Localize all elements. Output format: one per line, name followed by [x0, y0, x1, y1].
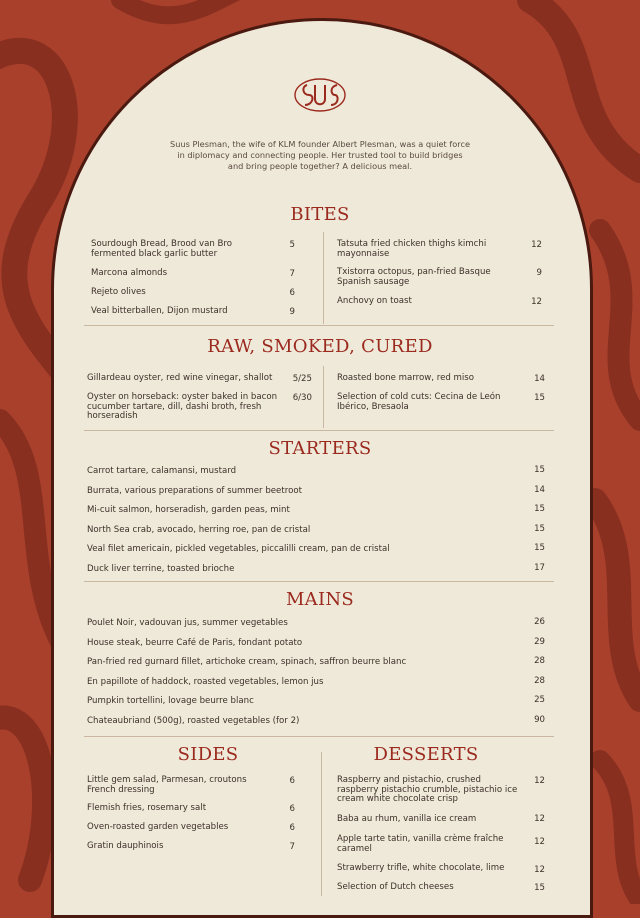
menu-item-price: 28	[534, 656, 545, 666]
menu-item-price: 12	[534, 814, 545, 824]
menu-item-price: 7	[289, 842, 295, 852]
intro-text: Suus Plesman, the wife of KLM founder Albert Plesman, was a quiet force in diplomacy and connecting people. Her trusted tool to build bridges and bring people together? A delicious meal.	[170, 139, 470, 171]
section-title-bites: BITES	[290, 204, 350, 225]
section-title-starters: STARTERS	[268, 438, 372, 459]
menu-item-price: 90	[534, 715, 545, 725]
column-divider	[323, 232, 324, 324]
menu-item: Roasted bone marrow, red miso	[337, 373, 475, 383]
menu-item-price: 12	[531, 240, 542, 250]
menu-item: Sourdough Bread, Brood van Bro fermented black garlic butter	[91, 239, 233, 259]
menu-item-price: 12	[534, 776, 545, 786]
menu-item: House steak, beurre Café de Paris, fondant potato	[87, 638, 303, 648]
menu-item: Carrot tartare, calamansi, mustard	[87, 466, 237, 476]
menu-item: Anchovy on toast	[337, 296, 412, 306]
section-title-sides: SIDES	[177, 744, 239, 765]
menu-item: Selection of Dutch cheeses	[337, 882, 454, 892]
menu-item: Veal bitterballen, Dijon mustard	[91, 306, 228, 316]
menu-item-price: 6/30	[292, 393, 312, 403]
menu-item-price: 12	[531, 297, 542, 307]
menu-item: Poulet Noir, vadouvan jus, summer vegetables	[87, 618, 288, 628]
menu-item: Mi-cuit salmon, horseradish, garden peas, mint	[87, 505, 290, 515]
menu-item-price: 6	[289, 776, 295, 786]
menu-item: Flemish fries, rosemary salt	[87, 803, 207, 813]
menu-item-price: 15	[534, 543, 545, 553]
menu-item: Little gem salad, Parmesan, croutons French dressing	[87, 775, 247, 795]
menu-item: Tatsuta fried chicken thighs kimchi mayonnaise	[337, 239, 487, 259]
menu-item-price: 26	[534, 617, 545, 627]
menu-item: Gratin dauphinois	[87, 841, 164, 851]
sus-logo	[293, 77, 347, 113]
menu-item-price: 5/25	[292, 374, 312, 384]
menu-item: Veal filet americain, pickled vegetables, piccalilli cream, pan de cristal	[87, 544, 390, 554]
menu-item-price: 17	[534, 563, 545, 573]
menu-item-price: 12	[534, 865, 545, 875]
menu-item: Duck liver terrine, toasted brioche	[87, 564, 235, 574]
menu-item-price: 6	[289, 823, 295, 833]
section-divider	[84, 581, 554, 582]
menu-item-price: 6	[289, 804, 295, 814]
column-divider	[323, 366, 324, 428]
section-title-mains: MAINS	[285, 589, 355, 610]
menu-item: Pan-fried red gurnard fillet, artichoke cream, spinach, saffron beurre blanc	[87, 657, 407, 667]
menu-item-price: 15	[534, 465, 545, 475]
menu-item: Gillardeau oyster, red wine vinegar, shallot	[87, 373, 273, 383]
section-divider	[84, 736, 554, 737]
menu-item-price: 28	[534, 676, 545, 686]
menu-item-price: 14	[534, 374, 545, 384]
menu-item: Txistorra octopus, pan-fried Basque Spanish sausage	[337, 267, 491, 287]
menu-item: North Sea crab, avocado, herring roe, pan de cristal	[87, 525, 311, 535]
menu-item-price: 5	[289, 240, 295, 250]
menu-item: Baba au rhum, vanilla ice cream	[337, 814, 477, 824]
menu-item-price: 15	[534, 883, 545, 893]
menu-item-price: 9	[536, 268, 542, 278]
menu-item: Raspberry and pistachio, crushed raspberry pistachio crumble, pistachio ice cream white chocolate crisp	[337, 775, 518, 804]
column-divider	[321, 752, 322, 896]
menu-item: Apple tarte tatin, vanilla crème fraîche caramel	[337, 834, 504, 854]
menu-item: Strawberry trifle, white chocolate, lime	[337, 863, 505, 873]
menu-item-price: 9	[289, 307, 295, 317]
menu-item-price: 15	[534, 504, 545, 514]
menu-item-price: 12	[534, 837, 545, 847]
menu-item-price: 7	[289, 269, 295, 279]
section-title-raw-smoked-cured: RAW, SMOKED, CURED	[207, 336, 433, 357]
menu-item: En papillote of haddock, roasted vegetables, lemon jus	[87, 677, 324, 687]
menu-item: Selection of cold cuts: Cecina de León Ibérico, Bresaola	[337, 392, 501, 412]
menu-item-price: 29	[534, 637, 545, 647]
menu-item-price: 14	[534, 485, 545, 495]
menu-item: Oven-roasted garden vegetables	[87, 822, 229, 832]
section-title-desserts: DESSERTS	[373, 744, 479, 765]
menu-item-price: 15	[534, 524, 545, 534]
menu-item: Pumpkin tortellini, lovage beurre blanc	[87, 696, 254, 706]
menu-item: Burrata, various preparations of summer beetroot	[87, 486, 302, 496]
menu-item: Chateaubriand (500g), roasted vegetables (for 2)	[87, 716, 300, 726]
section-divider	[84, 430, 554, 431]
menu-item: Rejeto olives	[91, 287, 146, 297]
menu-item: Marcona almonds	[91, 268, 168, 278]
menu-item-price: 25	[534, 695, 545, 705]
section-divider	[84, 325, 554, 326]
menu-item-price: 15	[534, 393, 545, 403]
menu-item-price: 6	[289, 288, 295, 298]
menu-item: Oyster on horseback: oyster baked in bacon cucumber tartare, dill, dashi broth, fresh horseradish	[87, 392, 278, 421]
